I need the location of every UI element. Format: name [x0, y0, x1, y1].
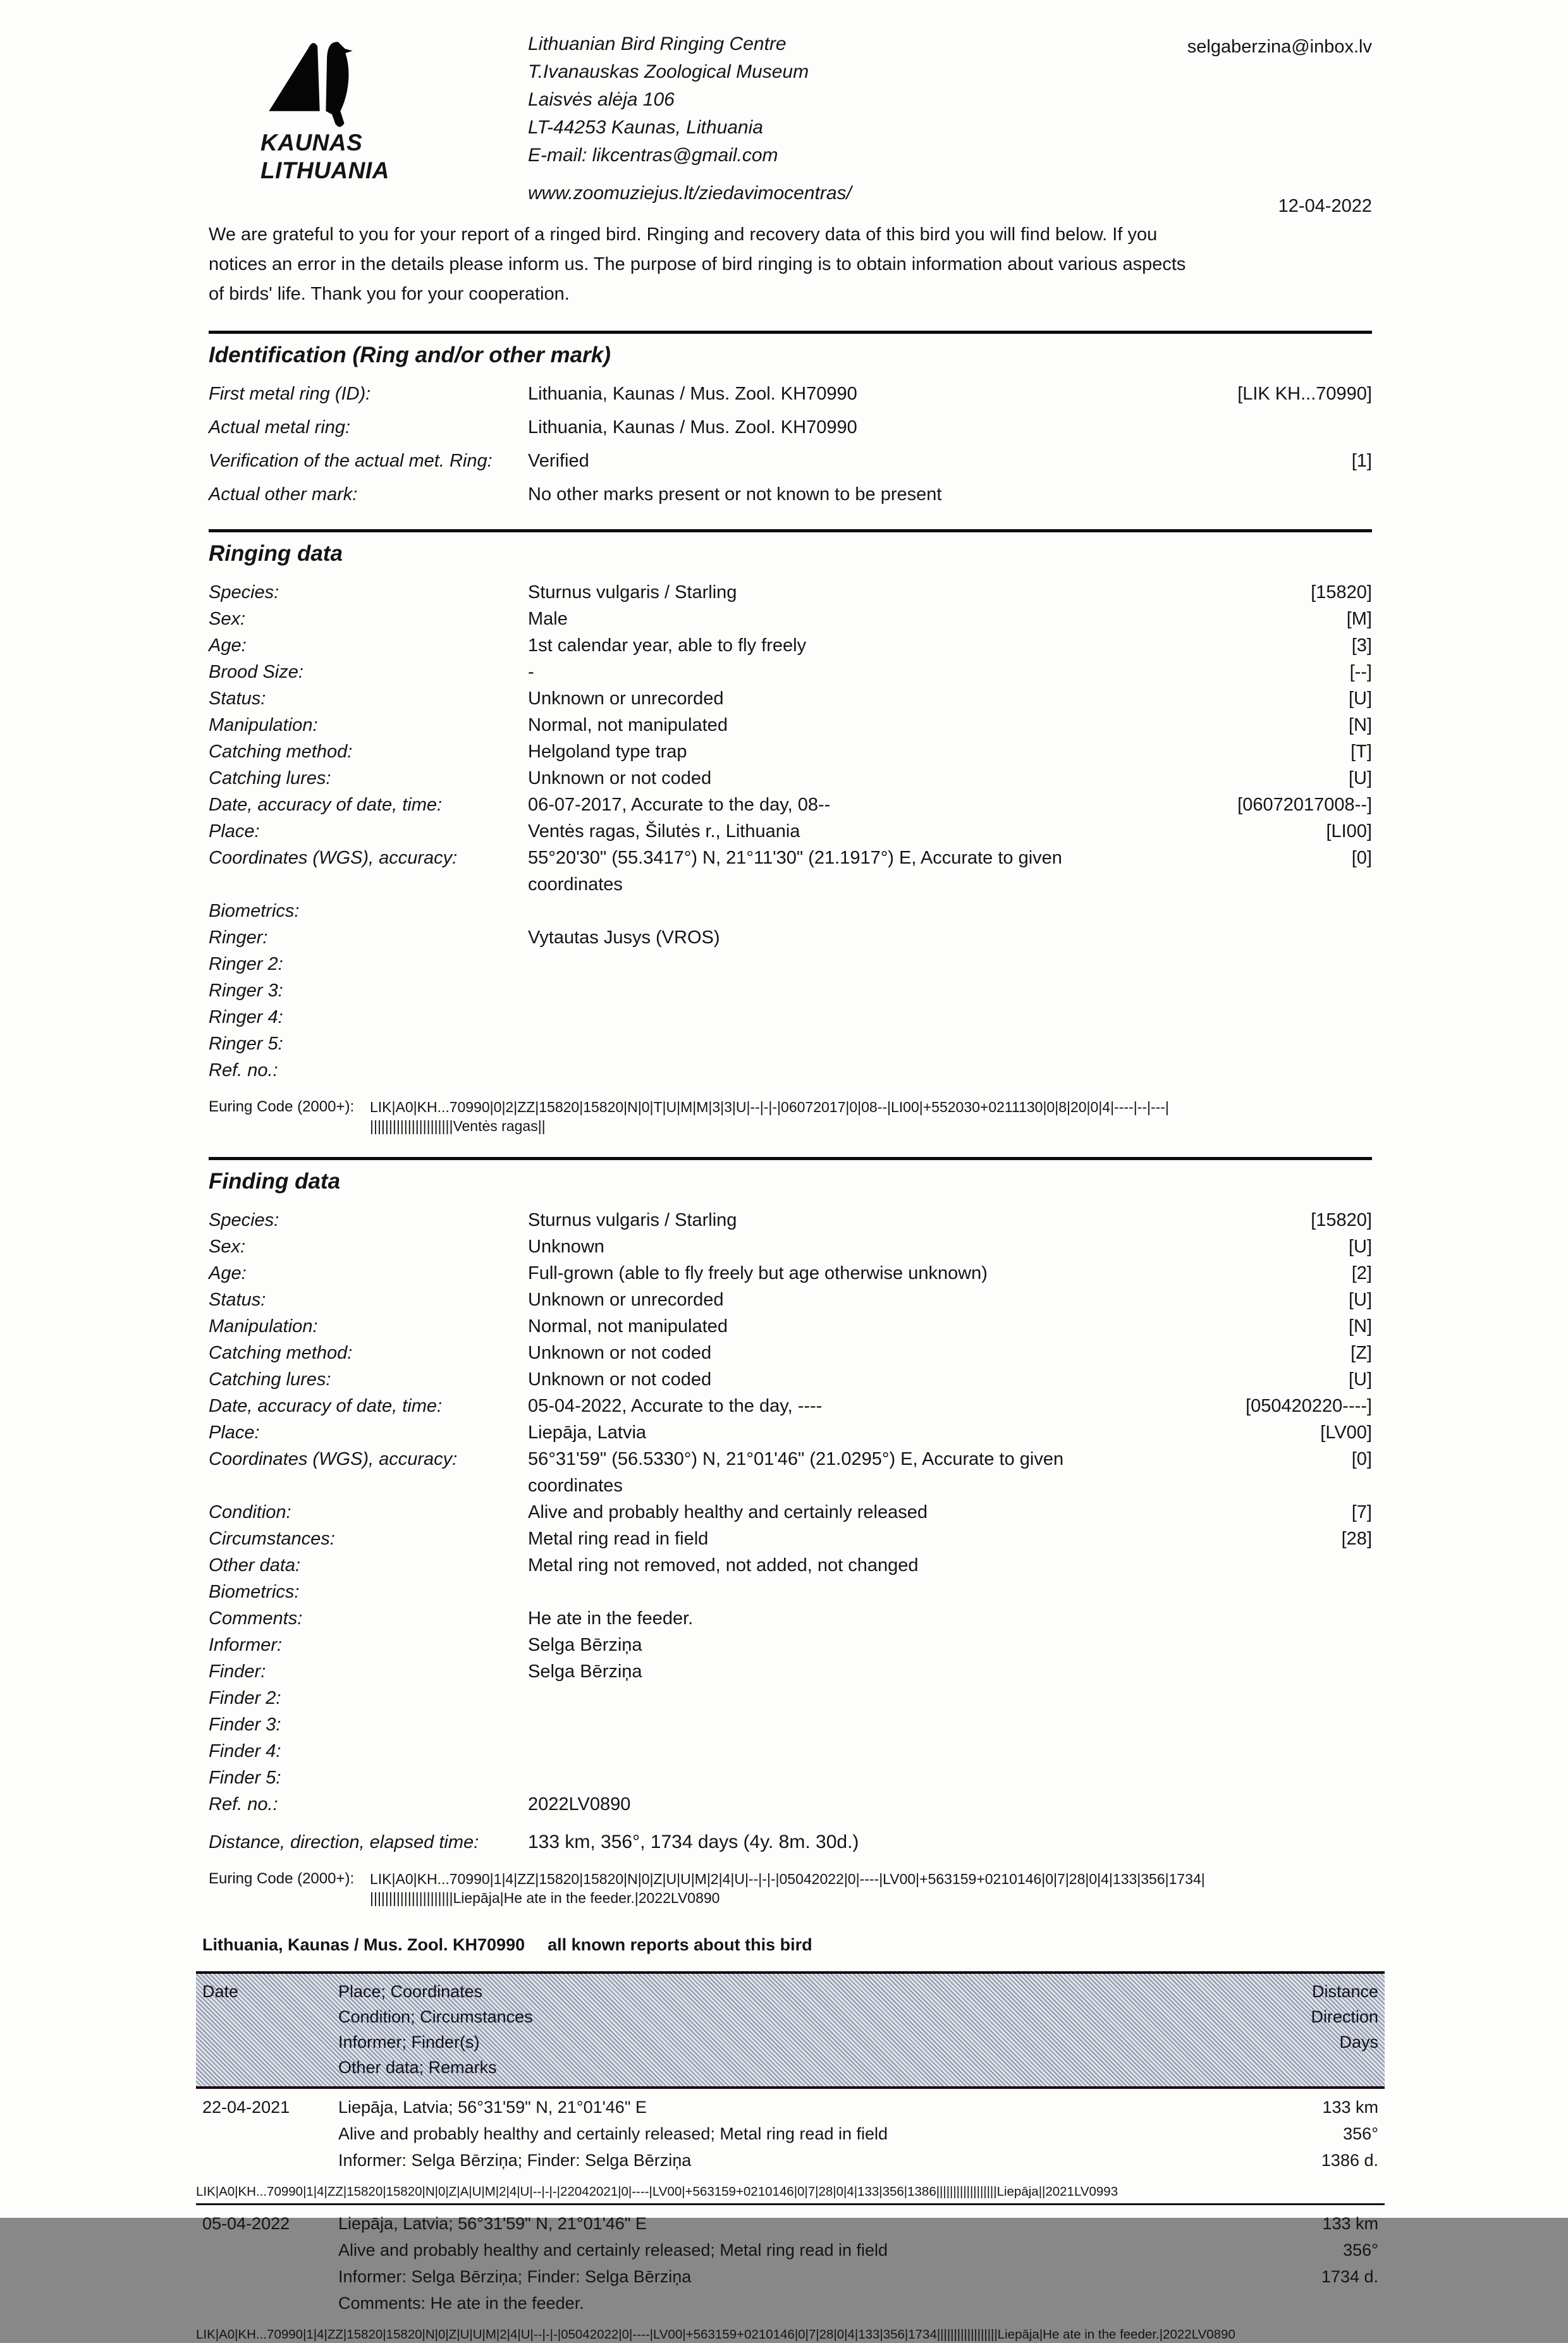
table-row: [209, 1605, 1372, 1632]
field-value: Selga Bērziņa: [528, 1635, 642, 1655]
field-code: [1157, 1552, 1372, 1579]
field-code: [U]: [1348, 1290, 1372, 1310]
col-header-distance: [1220, 1979, 1378, 2080]
field-value: Unknown or unrecorded: [528, 1290, 724, 1310]
field-value: Unknown or unrecorded: [528, 688, 724, 709]
field-label: Brood Size:: [209, 662, 303, 682]
field-label: Age:: [209, 635, 247, 656]
table-row: [209, 1579, 1372, 1605]
field-label: Finder:: [209, 1661, 266, 1682]
euring-code-line1: LIK|A0|KH...70990|1|4|ZZ|15820|15820|N|0|Z|U|U|M|2|4|U|--|-|-|05042022|0|----|LV00|+563159+0210146|0|7|28|0|4|133|356|1734|: [370, 1871, 1205, 1887]
field-code: [3]: [1351, 635, 1372, 656]
table-row: [209, 1632, 1372, 1658]
field-code: [1157, 1791, 1372, 1818]
field-code: [N]: [1348, 1316, 1372, 1337]
table-row: [209, 632, 1372, 659]
col-header-details: [338, 1979, 1220, 2080]
col-header-condition: Condition; Circumstances: [338, 2007, 533, 2026]
report-days: 1386 d.: [1321, 2151, 1378, 2170]
table-row: [209, 1419, 1372, 1446]
report-comments: Comments: He ate in the feeder.: [338, 2294, 584, 2313]
field-value: [528, 1711, 1157, 1738]
field-label: Ringer 5:: [209, 1034, 283, 1054]
report-row: [196, 2205, 1385, 2316]
table-row: [209, 1366, 1372, 1393]
field-code: [LI00]: [1326, 821, 1372, 841]
field-code: [1157, 1632, 1372, 1658]
field-code: [1157, 1031, 1372, 1057]
field-value: Unknown or not coded: [528, 768, 712, 788]
field-label: Place:: [209, 821, 260, 841]
table-row: [209, 1207, 1372, 1233]
table-row: [209, 1658, 1372, 1685]
finding-euring-code: [209, 1869, 1372, 1907]
recipient-email: selgaberzina@inbox.lv: [1187, 37, 1372, 57]
field-code: [N]: [1348, 715, 1372, 735]
table-row: [209, 1313, 1372, 1340]
field-value: 2022LV0890: [528, 1794, 631, 1814]
table-row: [209, 1711, 1372, 1738]
field-label: Species:: [209, 582, 279, 603]
field-label: Actual metal ring:: [209, 417, 351, 437]
section-divider: [209, 331, 1372, 334]
report-distance: [1220, 2210, 1378, 2316]
table-row: [209, 1526, 1372, 1552]
field-code: [Z]: [1351, 1343, 1372, 1363]
summary-title-rest: all known reports about this bird: [548, 1935, 812, 1954]
centre-email: E-mail: likcentras@gmail.com: [528, 145, 778, 166]
col-header-distance-label: Distance: [1311, 1982, 1378, 2001]
table-row: [209, 1791, 1372, 1818]
field-label: First metal ring (ID):: [209, 384, 371, 404]
field-label: Comments:: [209, 1608, 303, 1629]
col-header-otherdata: Other data; Remarks: [338, 2058, 497, 2077]
table-row: [209, 448, 1372, 474]
field-value: Male: [528, 609, 568, 629]
field-label: Manipulation:: [209, 715, 318, 735]
ringing-rows: [209, 579, 1372, 1084]
field-label: Finder 5:: [209, 1768, 281, 1788]
field-value: He ate in the feeder.: [528, 1608, 694, 1629]
field-value: Sturnus vulgaris / Starling: [528, 1210, 737, 1230]
col-header-informer: Informer; Finder(s): [338, 2033, 480, 2052]
table-row: [209, 381, 1372, 407]
identification-section-title: Identification (Ring and/or other mark): [209, 343, 611, 367]
field-code: [0]: [1351, 1449, 1372, 1469]
report-distance: [1220, 2094, 1378, 2174]
field-label: Biometrics:: [209, 901, 300, 921]
report-days: 1734 d.: [1321, 2267, 1378, 2286]
distance-row: [209, 1829, 1372, 1856]
field-value: Ventės ragas, Šilutės r., Lithuania: [528, 821, 800, 841]
intro-paragraph: We are grateful to you for your report of a ringed bird. Ringing and recovery data of this bird you will find below. If you notices an error in the details please inform us. The purpose of bird ringing is to obtain information about various aspects of birds' life. Thank you for your cooperation.: [209, 224, 1186, 304]
euring-code-line1: LIK|A0|KH...70990|0|2|ZZ|15820|15820|N|0|T|U|M|M|3|3|U|--|-|-|06072017|0|08--|LI00|+552030+0211130|0|8|20|0|4|----|--|---|: [370, 1099, 1169, 1115]
field-label: Ringer 3:: [209, 981, 283, 1001]
field-code: [15820]: [1311, 1210, 1372, 1230]
field-code: [1157, 898, 1372, 924]
field-value: 1st calendar year, able to fly freely: [528, 635, 807, 656]
field-code: [1157, 924, 1372, 951]
section-divider: [209, 529, 1372, 532]
table-row: [209, 481, 1372, 508]
col-header-place: Place; Coordinates: [338, 1982, 483, 2001]
table-row: [209, 1685, 1372, 1711]
field-value: -: [528, 662, 534, 682]
field-code: [0]: [1351, 848, 1372, 868]
table-row: [209, 1004, 1372, 1031]
field-value: Lithuania, Kaunas / Mus. Zool. KH70990: [528, 384, 857, 404]
table-row: [209, 898, 1372, 924]
euring-label: Euring Code (2000+):: [209, 1098, 355, 1115]
field-label: Finder 4:: [209, 1741, 281, 1761]
ringing-euring-code: [209, 1098, 1372, 1135]
field-value: 133 km, 356°, 1734 days (4y. 8m. 30d.): [528, 1832, 859, 1852]
centre-website: www.zoomuziejus.lt/ziedavimocentras/: [528, 183, 852, 204]
field-value: Alive and probably healthy and certainly released: [528, 1502, 928, 1522]
table-row: [209, 606, 1372, 632]
field-label: Sex:: [209, 609, 246, 629]
field-code: [T]: [1351, 742, 1372, 762]
field-label: Ringer 4:: [209, 1007, 283, 1027]
field-label: Coordinates (WGS), accuracy:: [209, 1449, 458, 1469]
field-code: [1157, 1685, 1372, 1711]
field-code: [U]: [1348, 1237, 1372, 1257]
field-label: Condition:: [209, 1502, 291, 1522]
table-row: [209, 712, 1372, 738]
field-value: Unknown: [528, 1237, 604, 1257]
field-code: [1157, 1765, 1372, 1791]
field-label: Manipulation:: [209, 1316, 318, 1337]
field-code: [050420220----]: [1246, 1396, 1372, 1416]
field-label: Status:: [209, 1290, 266, 1310]
table-row: [209, 818, 1372, 845]
field-code: [U]: [1348, 1369, 1372, 1390]
table-row: [209, 1446, 1372, 1499]
section-divider: [209, 1157, 1372, 1160]
table-row: [209, 659, 1372, 685]
field-value: Sturnus vulgaris / Starling: [528, 582, 737, 603]
field-code: [2]: [1351, 1263, 1372, 1283]
table-row: [209, 1260, 1372, 1287]
field-value: No other marks present or not known to be present: [528, 484, 942, 505]
field-code: [15820]: [1311, 582, 1372, 603]
field-value: Liepāja, Latvia: [528, 1422, 647, 1443]
field-value: [528, 1738, 1157, 1765]
report-date: 05-04-2022: [202, 2214, 290, 2233]
report-date: 22-04-2021: [202, 2098, 290, 2117]
table-row: [209, 765, 1372, 792]
field-label: Age:: [209, 1263, 247, 1283]
report-distance-km: 133 km: [1322, 2214, 1378, 2233]
field-label: Actual other mark:: [209, 484, 358, 505]
field-value: Normal, not manipulated: [528, 715, 728, 735]
field-label: Finder 2:: [209, 1688, 281, 1708]
field-value: 56°31'59" (56.5330°) N, 21°01'46" (21.0295°) E, Accurate to given coordinates: [528, 1449, 1064, 1496]
field-value: [528, 1004, 1157, 1031]
field-value: [528, 951, 1157, 977]
report-informer: Informer: Selga Bērziņa; Finder: Selga Bērziņa: [338, 2151, 692, 2170]
table-row: [209, 1393, 1372, 1419]
field-label: Catching lures:: [209, 1369, 331, 1390]
field-code: [1157, 1738, 1372, 1765]
summary-ring-id: Lithuania, Kaunas / Mus. Zool. KH70990: [202, 1935, 525, 1954]
table-row: [209, 1057, 1372, 1084]
field-label: Distance, direction, elapsed time:: [209, 1832, 479, 1852]
euring-code-line2: ||||||||||||||||||||||Liepāja|He ate in the feeder.|2022LV0890: [370, 1890, 720, 1906]
field-value: Metal ring not removed, not added, not changed: [528, 1555, 919, 1575]
field-value: Unknown or not coded: [528, 1343, 712, 1363]
field-code: [1157, 951, 1372, 977]
field-label: Status:: [209, 688, 266, 709]
field-code: [7]: [1351, 1502, 1372, 1522]
field-label: Place:: [209, 1422, 260, 1443]
centre-city: LT-44253 Kaunas, Lithuania: [528, 117, 763, 138]
field-label: Coordinates (WGS), accuracy:: [209, 848, 458, 868]
report-euring-code: LIK|A0|KH...70990|1|4|ZZ|15820|15820|N|0|Z|A|U|M|2|4|U|--|-|-|22042021|0|----|LV00|+563159+0210146|0|7|28|0|4|133|356|1386||||||||||||||||||Liepāja||2021LV0993: [196, 2184, 1118, 2199]
report-condition: Alive and probably healthy and certainly released; Metal ring read in field: [338, 2241, 888, 2260]
table-row: [209, 1233, 1372, 1260]
logo-text-kaunas: KAUNAS: [260, 130, 363, 156]
field-value: [528, 1685, 1157, 1711]
euring-code-line2: ||||||||||||||||||||||Ventės ragas||: [370, 1118, 546, 1134]
report-details: [338, 2210, 1220, 2316]
centre-street: Laisvės alėja 106: [528, 89, 675, 110]
logo-text-lithuania: LITHUANIA: [260, 157, 389, 183]
field-value: [528, 1031, 1157, 1057]
field-code: [M]: [1346, 609, 1372, 629]
field-code: [1157, 414, 1372, 441]
field-value: 06-07-2017, Accurate to the day, 08--: [528, 795, 831, 815]
summary-title: [202, 1935, 1372, 1955]
field-label: Sex:: [209, 1237, 246, 1257]
col-header-direction-label: Direction: [1311, 2007, 1378, 2026]
letterhead: [209, 30, 1372, 220]
field-code: [06072017008--]: [1237, 795, 1372, 815]
report-informer: Informer: Selga Bērziņa; Finder: Selga Bērziņa: [338, 2267, 692, 2286]
finding-section-title: Finding data: [209, 1169, 341, 1194]
ringing-section-title: Ringing data: [209, 541, 343, 566]
table-row: [209, 977, 1372, 1004]
field-code: [28]: [1341, 1529, 1372, 1549]
table-row: [209, 951, 1372, 977]
table-row: [209, 1738, 1372, 1765]
field-code: [U]: [1348, 688, 1372, 709]
report-distance-km: 133 km: [1322, 2098, 1378, 2117]
field-code: [1157, 1658, 1372, 1685]
table-row: [209, 738, 1372, 765]
table-row: [209, 924, 1372, 951]
logo: [260, 34, 450, 185]
field-value: Lithuania, Kaunas / Mus. Zool. KH70990: [528, 417, 857, 437]
col-header-days-label: Days: [1339, 2033, 1378, 2052]
report-condition: Alive and probably healthy and certainly released; Metal ring read in field: [338, 2124, 888, 2143]
centre-name: Lithuanian Bird Ringing Centre: [528, 34, 787, 54]
field-label: Catching lures:: [209, 768, 331, 788]
table-row: [209, 1287, 1372, 1313]
field-label: Species:: [209, 1210, 279, 1230]
field-label: Circumstances:: [209, 1529, 335, 1549]
field-value: [528, 977, 1157, 1004]
field-code: [--]: [1349, 662, 1372, 682]
field-value: Vytautas Jusys (VROS): [528, 927, 720, 948]
field-code: [1157, 1004, 1372, 1031]
table-row: [209, 685, 1372, 712]
field-label: Date, accuracy of date, time:: [209, 1396, 443, 1416]
centre-address-block: [528, 30, 852, 207]
table-row: [209, 579, 1372, 606]
reports-table-header: [196, 1971, 1385, 2089]
field-code: [1157, 977, 1372, 1004]
field-value: Selga Bērziņa: [528, 1661, 642, 1682]
field-code: [1157, 481, 1372, 508]
field-value: [528, 1057, 1157, 1084]
report-place: Liepāja, Latvia; 56°31'59" N, 21°01'46" E: [338, 2214, 647, 2233]
table-row: [209, 1031, 1372, 1057]
col-header-date: Date: [202, 1982, 239, 2001]
report-place: Liepāja, Latvia; 56°31'59" N, 21°01'46" E: [338, 2098, 647, 2117]
field-code: [1157, 1579, 1372, 1605]
field-label: Ref. no.:: [209, 1794, 278, 1814]
field-value: 05-04-2022, Accurate to the day, ----: [528, 1396, 823, 1416]
field-code: [1157, 1711, 1372, 1738]
identification-rows: [209, 381, 1372, 508]
field-value: [528, 1765, 1157, 1791]
field-label: Ringer 2:: [209, 954, 283, 974]
field-label: Other data:: [209, 1555, 301, 1575]
euring-label: Euring Code (2000+):: [209, 1870, 355, 1887]
table-row: [209, 845, 1372, 898]
field-value: Helgoland type trap: [528, 742, 687, 762]
field-value: Normal, not manipulated: [528, 1316, 728, 1337]
field-value: Verified: [528, 451, 589, 471]
field-code: [LV00]: [1320, 1422, 1372, 1443]
table-row: [209, 1552, 1372, 1579]
field-code: [1157, 1057, 1372, 1084]
field-label: Biometrics:: [209, 1582, 300, 1602]
field-label: Catching method:: [209, 742, 353, 762]
report-euring-code: LIK|A0|KH...70990|1|4|ZZ|15820|15820|N|0|Z|U|U|M|2|4|U|--|-|-|05042022|0|----|LV00|+563159+0210146|0|7|28|0|4|133|356|1734||||||||||||||||||Liepāja|He ate in the feeder.|2022LV0890: [196, 2327, 1235, 2342]
field-value: Unknown or not coded: [528, 1369, 712, 1390]
field-label: Finder 3:: [209, 1715, 281, 1735]
field-value: 55°20'30" (55.3417°) N, 21°11'30" (21.1917°) E, Accurate to given coordinates: [528, 848, 1062, 895]
field-label: Verification of the actual met. Ring:: [209, 451, 493, 471]
logo-birds-icon: [260, 34, 450, 129]
field-label: Informer:: [209, 1635, 283, 1655]
report-details: [338, 2094, 1220, 2174]
centre-museum: T.Ivanauskas Zoological Museum: [528, 61, 809, 82]
reports-table: [196, 1971, 1385, 2343]
finding-rows: [209, 1207, 1372, 1818]
table-row: [209, 414, 1372, 441]
field-value: Metal ring read in field: [528, 1529, 709, 1549]
field-label: Date, accuracy of date, time:: [209, 795, 443, 815]
field-code: [1157, 1605, 1372, 1632]
field-value: Full-grown (able to fly freely but age otherwise unknown): [528, 1263, 988, 1283]
report-direction: 356°: [1343, 2124, 1378, 2143]
field-code: [LIK KH...70990]: [1237, 384, 1372, 404]
field-code: [1]: [1351, 451, 1372, 471]
field-label: Ringer:: [209, 927, 268, 948]
field-label: Ref. no.:: [209, 1060, 278, 1080]
table-row: [209, 1499, 1372, 1526]
table-row: [209, 792, 1372, 818]
report-date: 12-04-2022: [1278, 196, 1372, 216]
report-direction: 356°: [1343, 2241, 1378, 2260]
report-row: [196, 2089, 1385, 2174]
table-row: [209, 1340, 1372, 1366]
field-value: [528, 1579, 1157, 1605]
field-code: [U]: [1348, 768, 1372, 788]
table-row: [209, 1765, 1372, 1791]
field-value: [528, 898, 1157, 924]
field-label: Catching method:: [209, 1343, 353, 1363]
